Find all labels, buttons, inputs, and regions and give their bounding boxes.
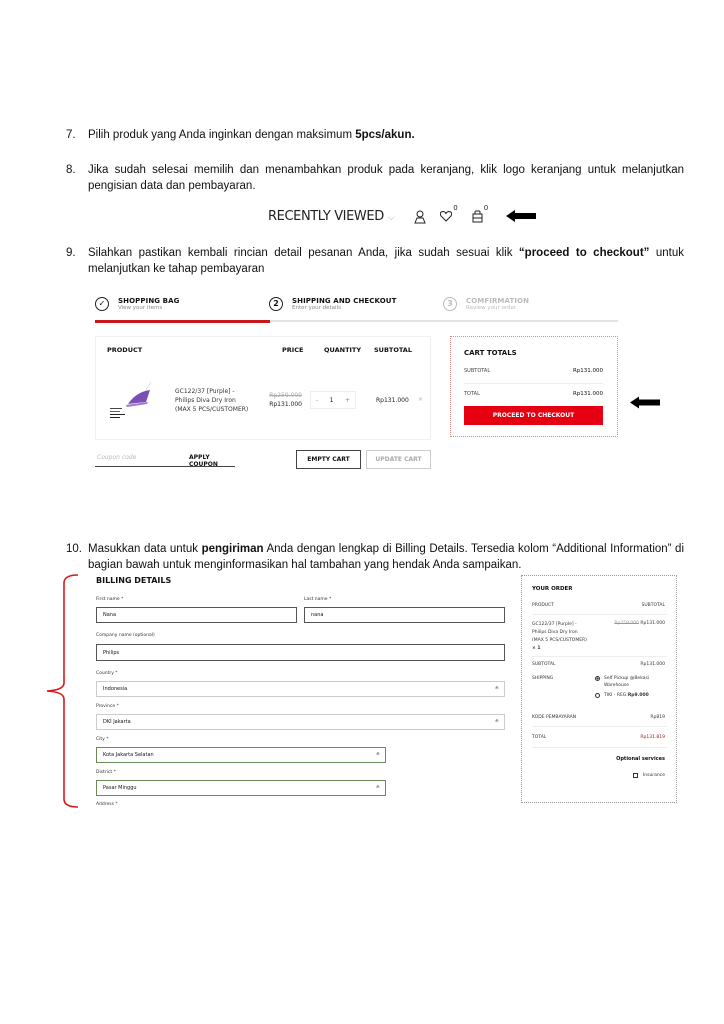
country-select[interactable] (96, 681, 505, 697)
text: untuk melanjutkan ke tahap pembayaran (88, 247, 685, 275)
cart-table (95, 336, 431, 440)
header-strip (268, 203, 558, 226)
total-label: TOTAL (464, 391, 480, 397)
insurance-label: Insurance (642, 773, 665, 778)
apply-coupon-button[interactable]: APPLY COUPON (189, 454, 218, 468)
divider (532, 726, 667, 727)
select-arrow-icon: ≚ (494, 719, 499, 725)
step-title: SHIPPING AND CHECKOUT (292, 297, 397, 305)
coupon-placeholder: Coupon code (97, 454, 137, 461)
step-number-badge: 2 (269, 297, 283, 311)
recently-viewed-dropdown[interactable] (268, 209, 394, 224)
cart-totals-title: CART TOTALS (464, 349, 517, 357)
kode-pembayaran-value: Rp819 (650, 715, 665, 720)
order-item-name: GC122/37 [Purple] - Philips Diva Dry Iron (MAX 5 PCS/CUSTOMER) (532, 622, 587, 643)
step-9 (66, 245, 686, 279)
divider (532, 747, 667, 748)
order-subtotal-label: SUBTOTAL (532, 662, 556, 667)
cart-button[interactable] (472, 203, 489, 223)
checkbox[interactable] (633, 773, 638, 778)
shipping-option-tiki[interactable] (595, 693, 649, 698)
country-value: Indonesia (103, 686, 128, 692)
step-title: SHOPPING BAG (118, 297, 180, 305)
qty-plus-button[interactable]: + (344, 396, 350, 404)
heart-icon (440, 210, 452, 222)
divider (532, 656, 667, 657)
table-row (96, 362, 430, 438)
city-select[interactable] (96, 747, 386, 763)
province-value: DKI Jakarta (103, 719, 131, 725)
product-header: PRODUCT (532, 603, 555, 608)
wishlist-button[interactable] (440, 204, 458, 222)
step-10-text (88, 541, 684, 573)
order-item-price-old: Rp259.000 (614, 621, 639, 626)
step-subtitle: Review your order (466, 305, 517, 311)
qty-value[interactable]: 1 (329, 396, 334, 404)
order-total-label: TOTAL (532, 735, 547, 740)
select-arrow-icon: ≚ (494, 686, 499, 692)
divider (464, 383, 603, 384)
company-label: Company name (optional) (96, 633, 155, 638)
first-name-value: Nana (103, 612, 117, 618)
arrow-left-icon (630, 396, 660, 409)
check-icon: ✓ (95, 297, 109, 311)
step-number-badge: 3 (443, 297, 457, 311)
city-value: Kota Jakarta Selatan (103, 752, 154, 758)
last-name-label: Last name * (304, 597, 332, 602)
step-shipping[interactable] (269, 297, 396, 311)
radio-unselected-icon[interactable] (595, 693, 600, 698)
country-label: Country * (96, 671, 118, 676)
district-select[interactable] (96, 780, 386, 796)
first-name-label: First name * (96, 597, 124, 602)
your-order-title: YOUR ORDER (532, 586, 573, 592)
remove-item-icon[interactable]: × (418, 396, 424, 403)
bold-text: 5pcs/akun. (355, 129, 415, 141)
col-quantity: QUANTITY (324, 346, 362, 354)
step-8 (66, 162, 686, 196)
company-field[interactable] (96, 644, 505, 661)
wishlist-count: 0 (453, 204, 458, 212)
optional-services-title: Optional services (616, 756, 665, 762)
company-value: Philips (103, 649, 120, 656)
step-number: 9. (66, 247, 76, 259)
price-old: Rp259.000 (269, 392, 302, 399)
shipping-label: SHIPPING (532, 676, 554, 681)
address-label: Address * (96, 802, 118, 807)
shipping-option-price: Rp9.000 (627, 693, 649, 698)
step-title: COMFIRMATION (466, 297, 530, 305)
select-arrow-icon: ≚ (375, 785, 380, 791)
province-label: Province * (96, 704, 119, 709)
col-subtotal: SUBTOTAL (374, 346, 412, 354)
cart-count: 0 (483, 203, 489, 212)
text: Silahkan pastikan kembali rincian detail pesanan Anda, jika sudah sesuai klik (88, 247, 519, 259)
divider (532, 614, 667, 615)
last-name-value: nana (311, 612, 324, 618)
iron-icon (106, 380, 154, 424)
bold-text: “proceed to checkout” (518, 247, 650, 259)
subtotal-label: SUBTOTAL (464, 368, 491, 374)
insurance-option[interactable] (633, 773, 665, 778)
district-value: Pasar Minggu (103, 785, 137, 791)
coupon-input[interactable] (95, 450, 235, 467)
shipping-option-label: Self Pickup @Bekasi Warehouse (604, 676, 650, 688)
step-confirmation[interactable] (443, 297, 529, 311)
step-number: 8. (66, 164, 76, 176)
empty-cart-button[interactable]: EMPTY CART (296, 450, 361, 469)
billing-title: BILLING DETAILS (96, 576, 172, 585)
user-icon[interactable] (414, 209, 426, 223)
last-name-field[interactable] (304, 607, 505, 623)
subtotal-header: SUBTOTAL (641, 603, 665, 608)
col-product: PRODUCT (107, 346, 143, 354)
update-cart-button[interactable]: UPDATE CART (366, 450, 431, 469)
radio-selected-icon[interactable] (595, 676, 600, 681)
step-subtitle: View your items (118, 305, 163, 311)
step-10 (66, 541, 686, 575)
order-item-price-new: Rp131.000 (640, 621, 665, 626)
order-item-price (614, 621, 665, 626)
step-number: 7. (66, 129, 76, 141)
city-label: City * (96, 737, 109, 742)
order-item (532, 621, 590, 653)
billing-details (95, 575, 515, 810)
chevron-down-icon: ⌵ (387, 212, 395, 223)
subtotal-value: Rp131.000 (572, 368, 603, 374)
text: Anda dengan lengkap di Billing Details. Tersedia kolom “Additional Information” di bagian bawah untuk menginformasikan hal tambahan yang hendak Anda sampaikan. (88, 543, 685, 571)
cart-totals (450, 336, 618, 437)
qty-minus-button[interactable]: - (316, 396, 319, 404)
step-shopping-bag[interactable] (95, 297, 179, 311)
red-brace-annotation (42, 573, 82, 809)
price: Rp131.000 (269, 401, 302, 408)
coupon-row (95, 450, 431, 470)
step-8-text: Jika sudah selesai memilih dan menambahkan produk pada keranjang, klik logo keranjang untuk melanjutkan pengisian data dan pembayaran. (88, 164, 684, 192)
step-subtitle: Enter your details (292, 305, 341, 311)
kode-pembayaran-label: KODE PEMBAYARAN (532, 715, 577, 720)
col-price: PRICE (282, 346, 304, 354)
order-subtotal-value: Rp131.000 (640, 662, 665, 667)
product-name[interactable]: GC122/37 [Purple] - Philips Diva Dry Iron (MAX 5 PCS/CUSTOMER) (175, 388, 249, 413)
arrow-left-icon (506, 210, 536, 222)
checkout-progress (95, 297, 618, 323)
your-order (521, 575, 677, 803)
step-7 (66, 127, 686, 143)
province-select[interactable] (96, 714, 505, 730)
step-9-text (88, 245, 684, 277)
text: Pilih produk yang Anda inginkan dengan maksimum (88, 129, 356, 141)
row-subtotal: Rp131.000 (376, 397, 409, 404)
proceed-to-checkout-button[interactable]: PROCEED TO CHECKOUT (464, 406, 603, 425)
text: Masukkan data untuk (88, 543, 202, 555)
first-name-field[interactable] (96, 607, 297, 623)
select-arrow-icon: ≚ (375, 752, 380, 758)
bag-icon (472, 210, 483, 223)
shipping-option-self-pickup[interactable] (595, 675, 665, 689)
total-value: Rp131.000 (572, 391, 603, 397)
quantity-stepper[interactable] (310, 391, 356, 409)
shipping-option-label: TIKI - REG: (604, 693, 628, 698)
product-image[interactable] (106, 380, 154, 424)
order-total-value: Rp131.819 (640, 735, 665, 740)
district-label: District * (96, 770, 116, 775)
progress-fill (95, 320, 270, 323)
bold-text: pengiriman (201, 543, 264, 555)
step-number: 10. (66, 543, 82, 555)
step-7-text (88, 127, 686, 143)
order-item-qty: × 1 (532, 646, 541, 651)
recently-viewed-label: RECENTLY VIEWED (268, 208, 384, 224)
